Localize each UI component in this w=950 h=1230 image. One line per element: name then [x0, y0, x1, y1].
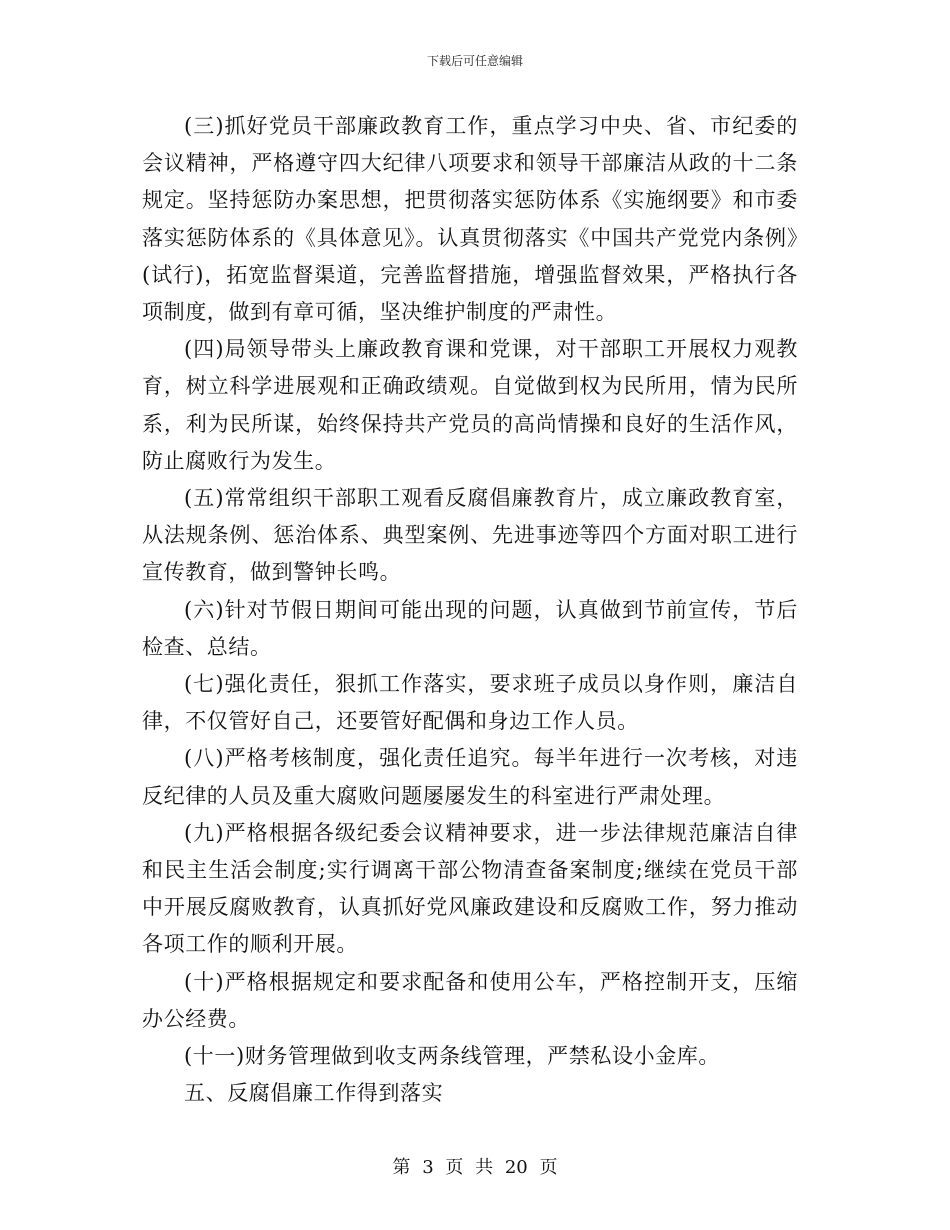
paragraph-9: (九)严格根据各级纪委会议精神要求，进一步法律规范廉洁自律和民主生活会制度;实行调离干部公物清查备案制度;继续在党员干部中开展反腐败教育，认真抓好党风廉政建设和反腐败工作，努力推动各项工作的顺利开展。	[142, 820, 798, 957]
paragraph-11: (十一)财务管理做到收支两条线管理，严禁私设小金库。	[184, 1044, 720, 1069]
paragraph-5: (五)常常组织干部职工观看反腐倡廉教育片，成立廉政教育室，从法规条例、惩治体系、典型案例、先进事迹等四个方面对职工进行宣传教育，做到警钟长鸣。	[142, 486, 798, 585]
section-heading-5: 五、反腐倡廉工作得到落实	[184, 1081, 444, 1106]
paragraph-7: (七)强化责任，狠抓工作落实，要求班子成员以身作则，廉洁自律，不仅管好自己，还要管好配偶和身边工作人员。	[142, 672, 798, 734]
paragraph-3: (三)抓好党员干部廉政教育工作，重点学习中央、省、市纪委的会议精神，严格遵守四大纪律八项要求和领导干部廉洁从政的十二条规定。坚持惩防办案思想，把贯彻落实惩防体系《实施纲要》和市委落实惩防体系的《具体意见》。认真贯彻落实《中国共产党党内条例》(试行)，拓宽监督渠道，完善监督措施，增强监督效果，严格执行各项制度，做到有章可循，坚决维护制度的严肃性。	[142, 114, 798, 325]
paragraph-4: (四)局领导带头上廉政教育课和党课，对干部职工开展权力观教育，树立科学进展观和正确政绩观。自觉做到权为民所用，情为民所系，利为民所谋，始终保持共产党员的高尚情操和良好的生活作风，防止腐败行为发生。	[142, 337, 798, 473]
paragraph-6: (六)针对节假日期间可能出现的问题，认真做到节前宣传，节后检查、总结。	[142, 597, 798, 659]
paragraph-10: (十)严格根据规定和要求配备和使用公车，严格控制开支，压缩办公经费。	[142, 969, 798, 1031]
document-body	[142, 108, 798, 1112]
page-header: 下载后可任意编辑	[426, 54, 523, 68]
paragraph-8: (八)严格考核制度，强化责任追究。每半年进行一次考核，对违反纪律的人员及重大腐败问题屡屡发生的科室进行严肃处理。	[142, 746, 798, 808]
page-number-footer: 第 3 页 共 20 页	[392, 1157, 558, 1178]
